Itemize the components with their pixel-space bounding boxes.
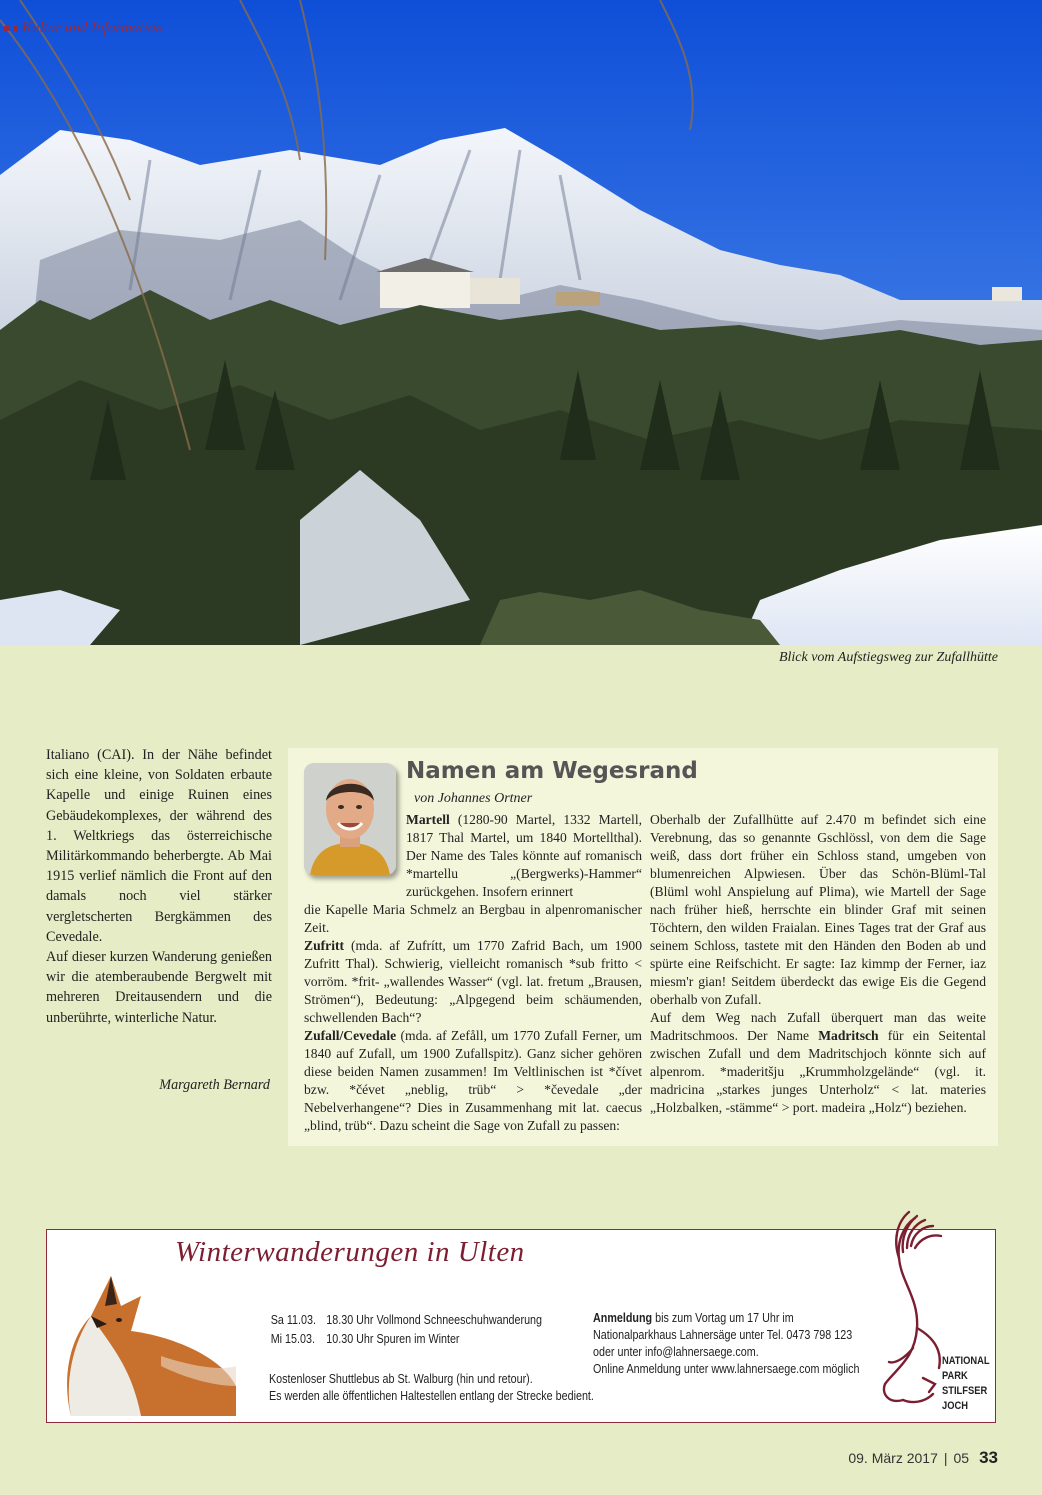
park-name-line: JOCH	[942, 1400, 968, 1412]
madritsch-text-b: für ein Seitental zwischen Zufall und dem Madritschjoch könnte sich auf alpenrom. *maderitšju „Krummholzgelände“ (vgl. it. madricina „starkes junges Unterholz“ < lat. materies „Holzbalken, -stämme“ > port. madeira „Holz“) beziehen.	[650, 1028, 986, 1115]
legend-paragraph: Oberhalb der Zufallhütte auf 2.470 m befindet sich eine Verebnung, das so genannte Gschlössl, von dem die Sage weiß, dass dort früher ein Schloss stand, umgeben von blumenreichen Alpwiesen. Über das Schön-Blüml-Tal (Blüml wohl Anspielung auf Plima), wie Martell der Sage nach früher hieß, herrschte ein blinder Graf mit seinen Töchtern, den wilden Fraialan. Eines Tages trat der Graf aus seinem Schloss, tastete mit den Händen den Boden ab und spürte eine Reifschicht. Er sagte: Iaz kimmp der Ferner, iaz miesm'r gian! Seitdem überdeckt das ewige Eis die Gegend oberhalb von Zufall.	[650, 812, 986, 1007]
ad-title: Winterwanderungen in Ulten	[175, 1236, 525, 1268]
zufall-text: (mda. af Zefåll, um 1770 Zufall Ferner, um 1840 auf Zufall, um 1900 Zufallspitz). Ganz sicher gehören diese beiden Namen zusammen! Im Veltlinischen ist *čívet bzw. *čévet „neblig, trüb“ > *čevedale „der Nebelverhangene“? Dies in Zusammenhang mit lat. caecus „blind, trüb“. Dazu scheint die Sage von Zufall zu passen:	[304, 1028, 642, 1133]
zufritt-text: (mda. af Zufrítt, um 1770 Zafrid Bach, um 1900 Zufritt Thal). Schwierig, vielleicht romanisch *sub fritto < vorröm. *frit- „wallendes Wasser“ (vgl. lat. fretum „Brausen, Strömen“), Bedeutung: „Alpgegend beim schäumenden, schwellenden Bach“?	[304, 938, 642, 1025]
section-label	[4, 20, 163, 37]
issue-date: 09. März 2017	[848, 1450, 938, 1466]
hero-photo	[0, 0, 1042, 645]
term-martell: Martell	[406, 812, 450, 827]
issue-number: 05	[953, 1450, 970, 1466]
registration-line: Nationalparkhaus Lahnersäge unter Tel. 0473 798 123	[593, 1328, 853, 1342]
term-madritsch: Madritsch	[818, 1028, 879, 1043]
sidebar-title: Namen am Wegesrand	[406, 758, 698, 784]
martell-entry	[406, 811, 642, 901]
national-park-logo	[873, 1208, 953, 1428]
mountain-landscape-image	[0, 0, 1042, 645]
madritsch-paragraph	[650, 1009, 986, 1117]
registration-label: Anmeldung	[593, 1311, 653, 1325]
event-row	[271, 1312, 551, 1329]
footer-separator: |	[943, 1450, 948, 1466]
term-zufritt: Zufritt	[304, 938, 345, 953]
term-zufall: Zufall/Cevedale	[304, 1028, 397, 1043]
event-row	[271, 1331, 551, 1348]
registration-line: oder unter info@lahnersaege.com.	[593, 1345, 759, 1359]
sidebar-box	[288, 748, 998, 1146]
event-date: Mi 15.03.	[270, 1332, 315, 1346]
sidebar-byline: von Johannes Ortner	[414, 791, 533, 806]
square-icon	[4, 26, 9, 31]
left-paragraph: Auf dieser kurzen Wanderung genießen wir die atemberaubende Bergwelt mit mehreren Dreitausendern und die unberührte, winterliche Natur.	[46, 949, 272, 1026]
madritsch-text-a: Auf dem Weg nach Zufall überquert man das weite Madritschmoos. Der Name	[650, 1010, 986, 1043]
zufall-entry	[304, 1027, 642, 1135]
sidebar-column-1	[304, 811, 642, 1135]
article-author: Margareth Bernard	[159, 1077, 270, 1093]
eagle-icon	[873, 1208, 953, 1423]
park-name	[942, 1354, 990, 1414]
advertisement	[46, 1229, 996, 1423]
square-icon	[13, 26, 18, 31]
left-column	[46, 745, 272, 1028]
registration-line: Online Anmeldung unter www.lahnersaege.com möglich	[593, 1362, 860, 1376]
shuttle-line: Es werden alle öffentlichen Haltestellen entlang der Strecke bedient.	[269, 1389, 594, 1403]
martell-continued: die Kapelle Maria Schmelz an Bergbau in alpenromanischer Zeit.	[304, 902, 642, 935]
park-name-line: NATIONAL	[942, 1355, 990, 1367]
park-name-line: PARK	[942, 1370, 968, 1382]
event-list	[269, 1310, 552, 1350]
shuttle-line: Kostenloser Shuttlebus ab St. Walburg (hin und retour).	[269, 1372, 533, 1386]
zufritt-entry	[304, 937, 642, 1027]
photo-caption: Blick vom Aufstiegsweg zur Zufallhütte	[778, 650, 998, 665]
event-text: 18.30 Uhr Vollmond Schneeschuhwanderung	[326, 1313, 543, 1327]
martell-text: (1280-90 Martel, 1332 Martell, 1817 Thal Martel, um 1840 Mortellthal). Der Name des Tales könnte auf romanisch *martellu „(Bergwerks)-Hammer“ zurückgehen. Insofern erinnert	[406, 812, 642, 899]
shuttle-info	[269, 1371, 594, 1405]
registration-info	[593, 1310, 860, 1378]
sidebar-column-2	[650, 811, 986, 1117]
event-text: 10.30 Uhr Spuren im Winter	[326, 1332, 460, 1346]
park-name-line: STILFSER	[942, 1385, 988, 1397]
section-label-text: Kultur und Information	[22, 20, 163, 36]
page-number: 33	[979, 1448, 998, 1467]
registration-line: bis zum Vortag um 17 Uhr im	[655, 1311, 794, 1325]
left-paragraph: Italiano (CAI). In der Nähe befindet sich eine kleine, von Soldaten erbaute Kapelle und einige Ruinen eines Gebäudekomplexes, der während des 1. Weltkriegs das österreichische Militärkommando beherbergte. Ab Mai 1915 verlief nämlich die Front auf den damals noch viel stärker vergletscherten Bergkämmen des Cevedale.	[46, 747, 272, 945]
page-footer	[848, 1448, 998, 1468]
event-date: Sa 11.03.	[270, 1313, 316, 1327]
